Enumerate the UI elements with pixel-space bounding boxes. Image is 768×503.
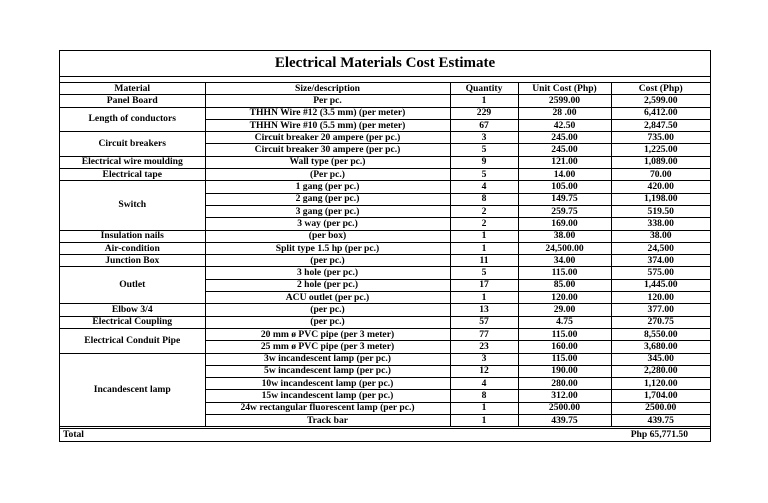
quantity-cell: 8 [450,193,518,205]
description-cell: 20 mm ø PVC pipe (per 3 meter) [205,328,450,340]
description-cell: 5w incandescent lamp (per pc.) [205,365,450,377]
unit-cost-cell: 115.00 [518,267,611,279]
quantity-cell: 2 [450,218,518,230]
table-row [60,181,710,193]
table-row [60,107,710,119]
unit-cost-cell: 38.00 [518,230,611,242]
quantity-cell: 1 [450,95,518,107]
quantity-cell: 1 [450,242,518,254]
unit-cost-cell: 160.00 [518,341,611,353]
material-cell: Electrical Coupling [60,316,205,328]
material-cell: Panel Board [60,95,205,107]
quantity-cell: 5 [450,169,518,181]
cost-cell: 1,120.00 [611,378,710,390]
material-cell: Electrical wire moulding [60,156,205,168]
page-title: Electrical Materials Cost Estimate [60,51,710,77]
description-cell: 25 mm ø PVC pipe (per 3 meter) [205,341,450,353]
quantity-cell: 57 [450,316,518,328]
cost-cell: 1,225.00 [611,144,710,156]
unit-cost-cell: 259.75 [518,205,611,217]
cost-cell: 2500.00 [611,402,710,414]
cost-cell: 1,704.00 [611,390,710,402]
cost-cell: 2,847.50 [611,119,710,131]
table-row [60,95,710,107]
quantity-cell: 1 [450,230,518,242]
column-header: Quantity [450,83,518,95]
cost-cell: 120.00 [611,292,710,304]
cost-cell: 70.00 [611,169,710,181]
cost-cell: 8,550.00 [611,328,710,340]
description-cell: THHN Wire #10 (5.5 mm) (per meter) [205,119,450,131]
cost-cell: 24,500 [611,242,710,254]
quantity-cell: 8 [450,390,518,402]
cost-cell: 2,280.00 [611,365,710,377]
quantity-cell: 11 [450,255,518,267]
quantity-cell: 9 [450,156,518,168]
cost-cell: 345.00 [611,353,710,365]
unit-cost-cell: 245.00 [518,144,611,156]
material-cell: Outlet [60,267,205,304]
description-cell: (per pc.) [205,304,450,316]
column-header: Size/description [205,83,450,95]
material-cell: Junction Box [60,255,205,267]
unit-cost-cell: 115.00 [518,353,611,365]
description-cell: Per pc. [205,95,450,107]
quantity-cell: 13 [450,304,518,316]
cost-cell: 439.75 [611,415,710,427]
unit-cost-cell: 28 .00 [518,107,611,119]
cost-cell: 2,599.00 [611,95,710,107]
description-cell: Wall type (per pc.) [205,156,450,168]
cost-cell: 575.00 [611,267,710,279]
quantity-cell: 67 [450,119,518,131]
quantity-cell: 2 [450,205,518,217]
unit-cost-cell: 190.00 [518,365,611,377]
description-cell: Split type 1.5 hp (per pc.) [205,242,450,254]
unit-cost-cell: 245.00 [518,132,611,144]
description-cell: 15w incandescent lamp (per pc.) [205,390,450,402]
description-cell: 10w incandescent lamp (per pc.) [205,378,450,390]
table-row [60,353,710,365]
description-cell: 1 gang (per pc.) [205,181,450,193]
quantity-cell: 5 [450,144,518,156]
cost-estimate-sheet [59,50,711,442]
cost-cell: 735.00 [611,132,710,144]
cost-cell: 519.50 [611,205,710,217]
material-cell: Insulation nails [60,230,205,242]
unit-cost-cell: 105.00 [518,181,611,193]
material-cell: Switch [60,181,205,230]
header-row [60,83,710,95]
cost-cell: 420.00 [611,181,710,193]
quantity-cell: 1 [450,292,518,304]
description-cell: Track bar [205,415,450,427]
quantity-cell: 3 [450,353,518,365]
description-cell: ACU outlet (per pc.) [205,292,450,304]
cost-cell: 1,445.00 [611,279,710,291]
description-cell: (Per pc.) [205,169,450,181]
cost-cell: 270.75 [611,316,710,328]
material-cell: Length of conductors [60,107,205,132]
description-cell: 3w incandescent lamp (per pc.) [205,353,450,365]
unit-cost-cell: 29.00 [518,304,611,316]
quantity-cell: 77 [450,328,518,340]
table-row [60,242,710,254]
quantity-cell: 3 [450,132,518,144]
description-cell: Circuit breaker 20 ampere (per pc.) [205,132,450,144]
description-cell: 2 hole (per pc.) [205,279,450,291]
cost-cell: 377.00 [611,304,710,316]
total-row [60,428,710,441]
table-row [60,169,710,181]
unit-cost-cell: 4.75 [518,316,611,328]
description-cell: Circuit breaker 30 ampere (per pc.) [205,144,450,156]
material-cell: Electrical Conduit Pipe [60,328,205,353]
unit-cost-cell: 169.00 [518,218,611,230]
material-cell: Air-condition [60,242,205,254]
column-header: Material [60,83,205,95]
cost-cell: 6,412.00 [611,107,710,119]
description-cell: (per box) [205,230,450,242]
description-cell: 2 gang (per pc.) [205,193,450,205]
description-cell: THHN Wire #12 (3.5 mm) (per meter) [205,107,450,119]
quantity-cell: 4 [450,378,518,390]
quantity-cell: 1 [450,402,518,414]
unit-cost-cell: 439.75 [518,415,611,427]
description-cell: 3 way (per pc.) [205,218,450,230]
quantity-cell: 5 [450,267,518,279]
quantity-cell: 4 [450,181,518,193]
quantity-cell: 17 [450,279,518,291]
unit-cost-cell: 2500.00 [518,402,611,414]
unit-cost-cell: 312.00 [518,390,611,402]
column-header: Cost (Php) [611,83,710,95]
cost-cell: 1,198.00 [611,193,710,205]
description-cell: 3 hole (per pc.) [205,267,450,279]
total-value: Php 65,771.50 [630,429,688,440]
material-cell: Elbow 3/4 [60,304,205,316]
description-cell: 24w rectangular fluorescent lamp (per pc.) [205,402,450,414]
table-row [60,328,710,340]
unit-cost-cell: 121.00 [518,156,611,168]
table-row [60,230,710,242]
quantity-cell: 1 [450,415,518,427]
unit-cost-cell: 2599.00 [518,95,611,107]
unit-cost-cell: 120.00 [518,292,611,304]
total-label: Total [63,429,84,440]
quantity-cell: 229 [450,107,518,119]
material-cell: Incandescent lamp [60,353,205,427]
cost-cell: 374.00 [611,255,710,267]
unit-cost-cell: 280.00 [518,378,611,390]
table-row [60,267,710,279]
description-cell: (per pc.) [205,255,450,267]
estimate-table [60,82,710,427]
unit-cost-cell: 149.75 [518,193,611,205]
unit-cost-cell: 115.00 [518,328,611,340]
cost-cell: 38.00 [611,230,710,242]
description-cell: (per pc.) [205,316,450,328]
table-row [60,255,710,267]
description-cell: 3 gang (per pc.) [205,205,450,217]
cost-cell: 338.00 [611,218,710,230]
table-row [60,132,710,144]
table-row [60,316,710,328]
unit-cost-cell: 85.00 [518,279,611,291]
material-cell: Electrical tape [60,169,205,181]
quantity-cell: 23 [450,341,518,353]
table-row [60,304,710,316]
unit-cost-cell: 34.00 [518,255,611,267]
unit-cost-cell: 24,500.00 [518,242,611,254]
cost-cell: 1,089.00 [611,156,710,168]
column-header: Unit Cost (Php) [518,83,611,95]
unit-cost-cell: 14.00 [518,169,611,181]
cost-cell: 3,680.00 [611,341,710,353]
unit-cost-cell: 42.50 [518,119,611,131]
table-row [60,156,710,168]
quantity-cell: 12 [450,365,518,377]
material-cell: Circuit breakers [60,132,205,157]
